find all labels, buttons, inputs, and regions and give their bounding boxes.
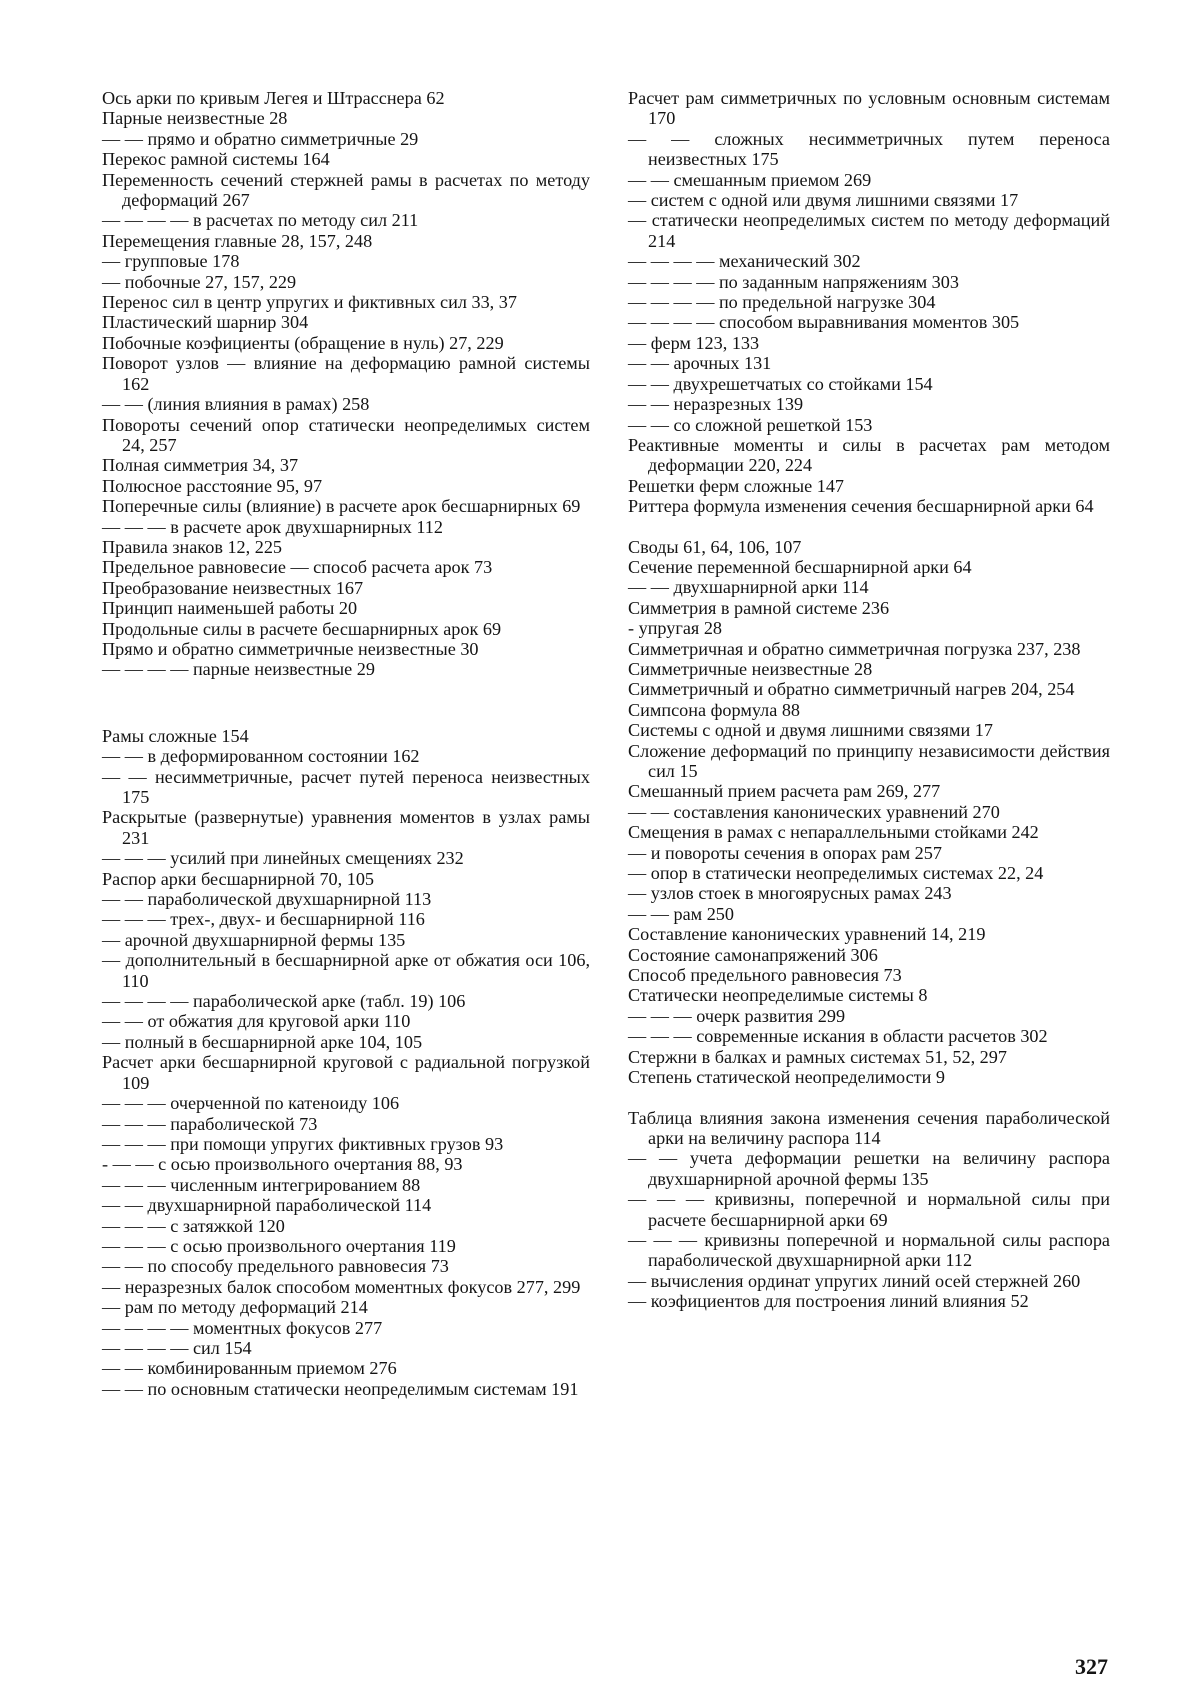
index-entry: Системы с одной и двумя лишними связями 17 [628, 720, 993, 741]
index-entry: Поперечные силы (влияние) в расчете арок бесшарнирных 69 [102, 496, 581, 517]
index-entry: Переменность сечений стержней рамы в расчетах по методу деформаций 267 [102, 169, 590, 211]
index-entry: — — смешанным приемом 269 [628, 169, 872, 190]
index-entry: Симметрия в рамной системе 236 [628, 597, 890, 618]
index-entry: Симпсона формула 88 [628, 699, 801, 720]
index-entry: Смешанный прием расчета рам 269, 277 [628, 781, 941, 802]
index-entry: — вычисления ординат упругих линий осей стержней 260 [628, 1270, 1081, 1291]
index-entry: — — — очерк развития 299 [628, 1005, 846, 1026]
index-entry: — — по способу предельного равновесия 73 [102, 1256, 449, 1277]
index-entry: - — — с осью произвольного очертания 88, 93 [102, 1154, 463, 1175]
section-gap [628, 1088, 1110, 1108]
index-entry: Пластический шарнир 304 [102, 312, 309, 333]
index-entry: — — (линия влияния в рамах) 258 [102, 394, 370, 415]
index-entry: Распор арки бесшарнирной 70, 105 [102, 868, 375, 889]
index-entry: — — — — в расчетах по методу сил 211 [102, 210, 419, 231]
index-entry: Перемещения главные 28, 157, 248 [102, 230, 373, 251]
index-entry: Статически неопределимые системы 8 [628, 985, 928, 1006]
index-entry: Сложение деформаций по принципу независимости действия сил 15 [628, 740, 1110, 781]
index-entry: — — — — способом выравнивания моментов 305 [628, 312, 1020, 333]
index-entry: — — составления канонических уравнений 270 [628, 801, 1000, 822]
index-entry: Состояние самонапряжений 306 [628, 944, 878, 965]
index-entry: Повороты сечений опор статически неопределимых систем 24, 257 [102, 414, 590, 455]
index-entry: Реактивные моменты и силы в расчетах рам методом деформации 220, 224 [628, 434, 1110, 476]
index-entry: — — двухрешетчатых со стойками 154 [628, 373, 933, 394]
index-entry: — — — в расчете арок двухшарнирных 112 [102, 516, 443, 537]
index-entry: — полный в бесшарнирной арке 104, 105 [102, 1031, 423, 1052]
index-entry: Полюсное расстояние 95, 97 [102, 475, 323, 496]
index-entry: — — арочных 131 [628, 353, 772, 374]
index-entry: Парные неизвестные 28 [102, 108, 288, 129]
index-entry: Смещения в рамах с непараллельными стойками 242 [628, 822, 1039, 843]
index-entry: — — неразрезных 139 [628, 394, 804, 415]
index-entry: — — — — моментных фокусов 277 [102, 1317, 383, 1338]
index-entry: Принцип наименьшей работы 20 [102, 598, 358, 619]
index-entry: — и повороты сечения в опорах рам 257 [628, 842, 942, 863]
index-entry: — неразрезных балок способом моментных фокусов 277, 299 [102, 1276, 581, 1297]
index-entry: — — — — сил 154 [102, 1337, 252, 1358]
index-entry: — статически неопределимых систем по методу деформаций 214 [628, 210, 1110, 251]
index-entry: — — — кривизны поперечной и нормальной силы распора параболической двухшарнирной арки 112 [628, 1229, 1110, 1271]
index-entry: — — комбинированным приемом 276 [102, 1358, 397, 1379]
index-entry: Преобразование неизвестных 167 [102, 577, 364, 598]
index-entry: — — — — парные неизвестные 29 [102, 659, 375, 680]
index-entry: — рам по методу деформаций 214 [102, 1297, 368, 1318]
index-entry: Предельное равновесие — способ расчета арок 73 [102, 557, 493, 578]
index-entry: Стержни в балках и рамных системах 51, 52, 297 [628, 1046, 1007, 1067]
index-entry: — опор в статически неопределимых системах 22, 24 [628, 863, 1044, 884]
index-entry: — — от обжатия для круговой арки 110 [102, 1011, 411, 1032]
section-gap [102, 680, 590, 726]
index-entry: — — — кривизны, поперечной и нормальной силы при расчете бесшарнирной арки 69 [628, 1189, 1110, 1230]
index-entry: — — рам 250 [628, 903, 734, 924]
index-entry: Побочные коэфициенты (обращение в нуль) 27, 229 [102, 332, 504, 353]
index-entry: — узлов стоек в многоярусных рамах 243 [628, 883, 952, 904]
index-entry: — — со сложной решеткой 153 [628, 414, 873, 435]
index-entry: Поворот узлов — влияние на деформацию рамной системы 162 [102, 353, 590, 394]
index-entry: — — — параболической 73 [102, 1113, 318, 1134]
index-entry: Таблица влияния закона изменения сечения параболической арки на величину распора 114 [628, 1107, 1110, 1148]
index-entry: Раскрытые (развернутые) уравнения моментов в узлах рамы 231 [102, 807, 590, 848]
index-entry: — — — современные искания в области расчетов 302 [628, 1026, 1048, 1047]
index-entry: — систем с одной или двумя лишними связями 17 [628, 190, 1019, 211]
index-entry: — — сложных несимметричных путем переноса неизвестных 175 [628, 128, 1110, 170]
index-entry: — коэфициентов для построения линий влияния 52 [628, 1291, 1029, 1312]
index-entry: — — — с осью произвольного очертания 119 [102, 1235, 456, 1256]
index-column-left [102, 88, 590, 1399]
index-entry: Своды 61, 64, 106, 107 [628, 536, 802, 557]
index-entry: — — — очерченной по катеноиду 106 [102, 1093, 400, 1114]
index-entry: Составление канонических уравнений 14, 219 [628, 924, 986, 945]
index-entry: Симметричный и обратно симметричный нагрев 204, 254 [628, 679, 1075, 700]
index-entry: Сечение переменной бесшарнирной арки 64 [628, 556, 972, 577]
index-entry: — — — — по предельной нагрузке 304 [628, 292, 936, 313]
index-entry: — — прямо и обратно симметричные 29 [102, 128, 419, 149]
index-entry: — — — трех-, двух- и бесшарнирной 116 [102, 909, 425, 930]
index-entry: Степень статической неопределимости 9 [628, 1067, 945, 1088]
index-entry: Прямо и обратно симметричные неизвестные 30 [102, 638, 479, 659]
index-entry: — — параболической двухшарнирной 113 [102, 889, 432, 910]
index-entry: Ось арки по кривым Легея и Штрасснера 62 [102, 88, 445, 108]
index-entry: — ферм 123, 133 [628, 332, 760, 353]
index-column-right [628, 88, 1110, 1312]
index-entry: — — — усилий при линейных смещениях 232 [102, 848, 464, 869]
index-entry: — — несимметричные, расчет путей переноса неизвестных 175 [102, 766, 590, 807]
index-entry: Правила знаков 12, 225 [102, 536, 283, 557]
index-entry: — дополнительный в бесшарнирной арке от обжатия оси 106, 110 [102, 950, 590, 991]
index-entry: Расчет арки бесшарнирной круговой с радиальной погрузкой 109 [102, 1052, 590, 1093]
index-entry: — — двухшарнирной арки 114 [628, 577, 869, 598]
index-entry: — — учета деформации решетки на величину распора двухшарнирной арочной фермы 135 [628, 1148, 1110, 1189]
index-entry: — — в деформированном состоянии 162 [102, 746, 420, 767]
index-entry: — — — — по заданным напряжениям 303 [628, 271, 959, 292]
index-entry: Расчет рам симметричных по условным основным системам 170 [628, 88, 1110, 129]
index-entry: Продольные силы в расчете бесшарнирных арок 69 [102, 618, 502, 639]
index-entry: — — по основным статически неопределимым системам 191 [102, 1378, 579, 1399]
index-entry: Решетки ферм сложные 147 [628, 475, 845, 496]
index-entry: — арочной двухшарнирной фермы 135 [102, 929, 406, 950]
index-entry: Рамы сложные 154 [102, 725, 249, 746]
index-entry: — побочные 27, 157, 229 [102, 271, 297, 292]
index-entry: — — — — параболической арке (табл. 19) 106 [102, 991, 466, 1012]
index-entry: — — — численным интегрированием 88 [102, 1174, 421, 1195]
index-entry: - упругая 28 [628, 618, 723, 639]
index-entry: Симметричная и обратно симметричная погрузка 237, 238 [628, 638, 1081, 659]
index-entry: — — — с затяжкой 120 [102, 1215, 285, 1236]
index-entry: Перекос рамной системы 164 [102, 149, 330, 170]
index-entry: Полная симметрия 34, 37 [102, 455, 299, 476]
index-entry: Риттера формула изменения сечения бесшарнирной арки 64 [628, 496, 1094, 517]
index-entry: — групповые 178 [102, 251, 240, 272]
section-gap [628, 517, 1110, 537]
index-entry: Симметричные неизвестные 28 [628, 658, 873, 679]
index-entry: — — — при помощи упругих фиктивных грузов 93 [102, 1133, 504, 1154]
index-entry: Способ предельного равновесия 73 [628, 965, 902, 986]
index-entry: Перенос сил в центр упругих и фиктивных сил 33, 37 [102, 292, 517, 313]
page-number: 327 [1075, 1654, 1108, 1679]
index-entry: — — — — механический 302 [628, 251, 861, 272]
index-entry: — — двухшарнирной параболической 114 [102, 1195, 432, 1216]
